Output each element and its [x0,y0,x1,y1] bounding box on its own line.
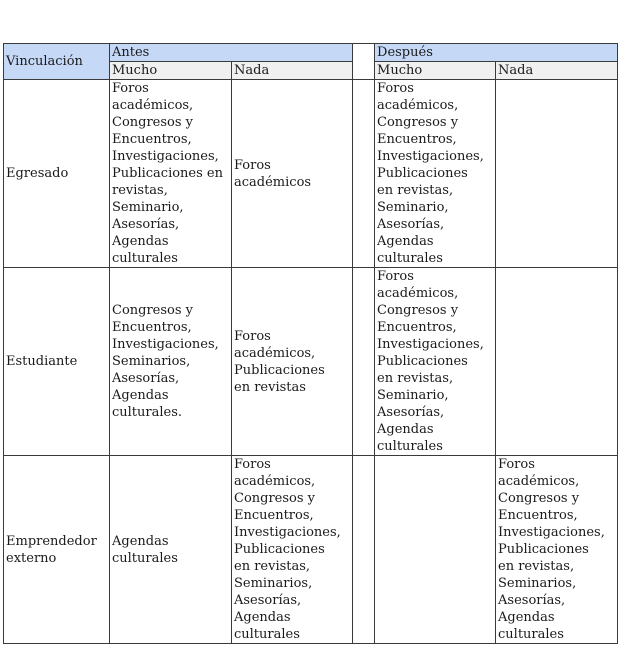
column-spacer-header [353,44,375,80]
row-label-estudiante: Estudiante [4,268,110,456]
subheader-despues-nada: Nada [496,62,618,80]
cell-antes-mucho: Congresos y Encuentros, Investigaciones, Seminarios, Asesorías, Agendas culturales. [110,268,232,456]
header-row-1 [4,44,618,62]
cell-antes-nada: Foros académicos, Congresos y Encuentros, Investigaciones, Publicaciones en revistas, Seminarios, Asesorías, Agendas culturales [232,456,353,644]
cell-antes-mucho: Agendas culturales [110,456,232,644]
cell-despues-mucho: Foros académicos, Congresos y Encuentros, Investigaciones, Publicaciones en revistas, Seminario, Asesorías, Agendas culturales [375,80,496,268]
subheader-despues-mucho: Mucho [375,62,496,80]
cell-despues-nada [496,268,618,456]
cell-despues-nada [496,80,618,268]
column-spacer [353,456,375,644]
table-row [4,456,618,644]
table-row [4,268,618,456]
table-row [4,80,618,268]
header-despues: Después [375,44,618,62]
row-label-egresado: Egresado [4,80,110,268]
subheader-antes-nada: Nada [232,62,353,80]
column-spacer [353,80,375,268]
cell-despues-nada: Foros académicos, Congresos y Encuentros, Investigaciones, Publicaciones en revistas, Seminarios, Asesorías, Agendas culturales [496,456,618,644]
header-antes: Antes [110,44,353,62]
cell-despues-mucho [375,456,496,644]
subheader-antes-mucho: Mucho [110,62,232,80]
vinculacion-table [3,43,618,644]
row-label-emprendedor-externo: Emprendedor externo [4,456,110,644]
header-vinculacion: Vinculación [4,44,110,80]
column-spacer [353,268,375,456]
cell-antes-mucho: Foros académicos, Congresos y Encuentros, Investigaciones, Publicaciones en revistas, Seminario, Asesorías, Agendas culturales [110,80,232,268]
cell-antes-nada: Foros académicos [232,80,353,268]
cell-despues-mucho: Foros académicos, Congresos y Encuentros, Investigaciones, Publicaciones en revistas, Seminario, Asesorías, Agendas culturales [375,268,496,456]
cell-antes-nada: Foros académicos, Publicaciones en revistas [232,268,353,456]
